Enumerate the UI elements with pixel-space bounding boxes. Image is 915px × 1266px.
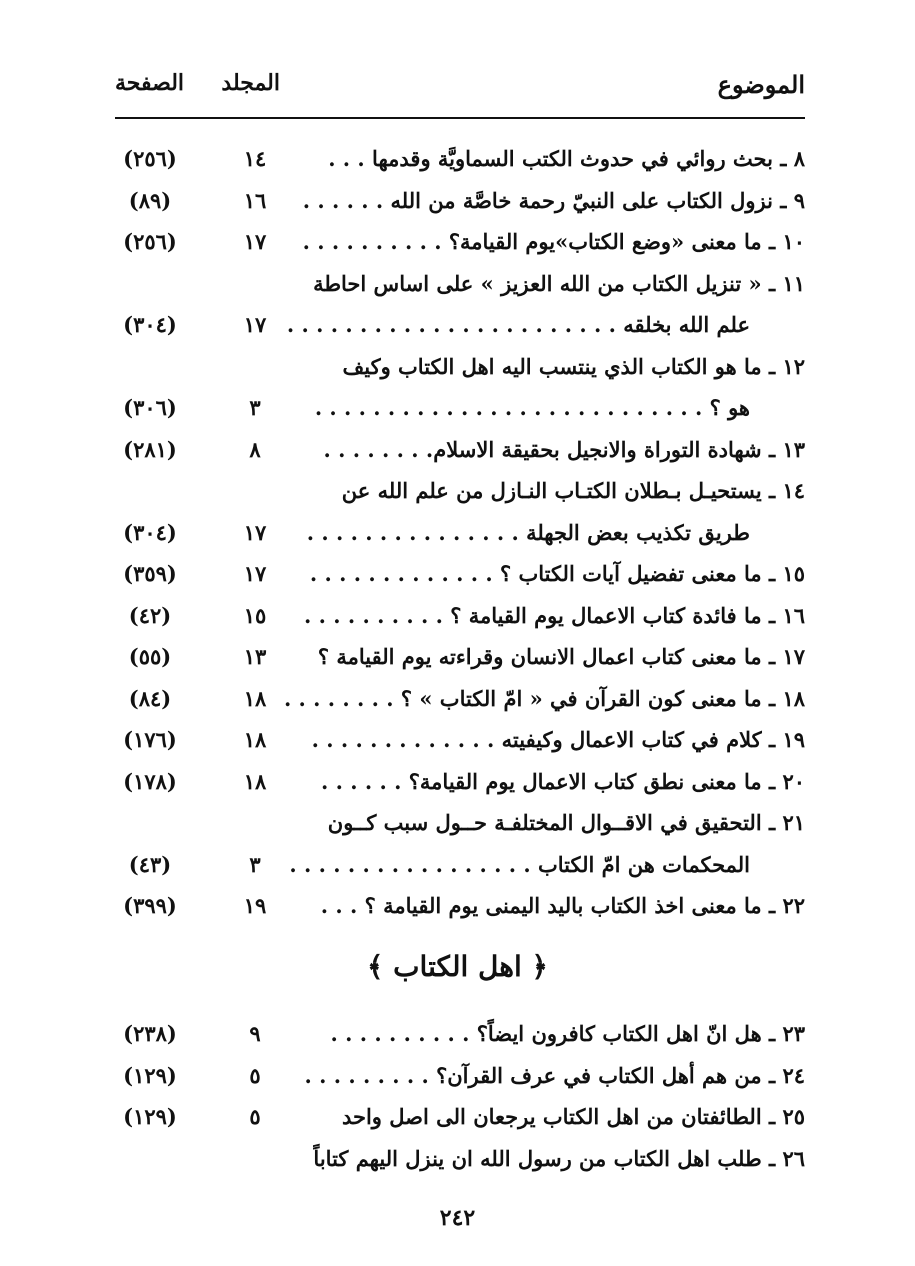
entry-page: (١٢٩): [123, 1062, 177, 1088]
table-row: [115, 640, 805, 680]
entry-page: (٣٠٤): [123, 519, 177, 545]
entry-topic: ٢٤ ـ من هم أهل الكتاب في عرف القرآن؟ . . . . . . . . .: [304, 1062, 805, 1088]
entry-page: (٢٨١): [123, 436, 177, 462]
table-row: [115, 1059, 805, 1099]
entry-volume: ١٧: [243, 312, 267, 337]
table-row: [115, 1017, 805, 1057]
entry-topic: علم الله بخلقه . . . . . . . . . . . . . . . . . . . . . . .: [286, 312, 750, 337]
entry-page: (٣٠٤): [123, 312, 177, 337]
entry-page: (٨٩): [128, 187, 172, 213]
entry-page: (٢٥٦): [123, 146, 177, 171]
entry-page: (٤٣): [128, 851, 172, 877]
entry-topic: طريق تكذيب بعض الجهلة . . . . . . . . . . . . . . .: [306, 519, 750, 545]
table-row: [115, 889, 805, 929]
table-row: [115, 225, 805, 265]
section-title: ﴿ اهل الكتاب ﴾: [367, 950, 548, 983]
entry-topic: المحكمات هن امّ الكتاب . . . . . . . . . . . . . . . . .: [289, 851, 750, 877]
table-row: [115, 142, 805, 182]
entry-topic: ٢٠ ـ ما معنى نطق كتاب الاعمال يوم القيامة؟ . . . . . .: [321, 768, 805, 794]
entry-volume: ١٦: [243, 187, 267, 213]
entry-topic: ٢٣ ـ هل انّ اهل الكتاب كافرون ايضاً؟ . . . . . . . . . .: [330, 1021, 805, 1046]
entry-page: (٥٥): [128, 644, 172, 669]
entry-volume: ٩: [249, 1021, 261, 1046]
table-row: [115, 391, 805, 431]
entry-topic: ١٧ ـ ما معنى كتاب اعمال الانسان وقراءته يوم القيامة ؟: [317, 644, 805, 669]
table-row: [115, 433, 805, 473]
table-row: [115, 1100, 805, 1140]
header-rule: [115, 117, 805, 119]
table-row: [115, 350, 805, 390]
entry-volume: ١٧: [243, 561, 267, 586]
entry-topic: ٢٥ ـ الطائفتان من اهل الكتاب يرجعان الى اصل واحد: [341, 1104, 805, 1129]
entry-volume: ٨: [249, 436, 261, 462]
table-row: [115, 1142, 805, 1182]
entry-volume: ٥: [249, 1104, 261, 1129]
entry-topic: ١٥ ـ ما معنى تفضيل آيات الكتاب ؟ . . . . . . . . . . . . .: [309, 561, 805, 586]
entry-volume: ١٧: [243, 519, 267, 545]
table-row: [115, 516, 805, 556]
table-row: [115, 184, 805, 224]
table-row: [115, 557, 805, 597]
entry-volume: ٣: [249, 851, 261, 877]
entry-topic: ١٤ ـ يستحيـل بـطلان الكتـاب النـازل من علم الله عن: [341, 478, 805, 503]
entry-volume: ١٤: [243, 146, 267, 171]
table-row: [115, 765, 805, 805]
entry-page: (١٢٩): [123, 1104, 177, 1129]
entry-topic: ١٣ ـ شهادة التوراة والانجيل بحقيقة الاسلام. . . . . . . .: [323, 436, 805, 462]
entry-page: (٣٩٩): [123, 893, 177, 918]
entry-volume: ١٣: [243, 644, 267, 669]
table-row: [115, 848, 805, 888]
entry-topic: ٢٦ ـ طلب اهل الكتاب من رسول الله ان ينزل اليهم كتاباً: [313, 1145, 805, 1171]
entry-volume: ١٧: [243, 229, 267, 254]
entry-topic: ٩ ـ نزول الكتاب على النبيّ رحمة خاصَّة من الله . . . . . .: [302, 187, 805, 213]
table-row: [115, 723, 805, 763]
entry-page: (١٧٨): [123, 768, 177, 794]
table-row: [115, 267, 805, 307]
entry-topic: ١٢ ـ ما هو الكتاب الذي ينتسب اليه اهل الكتاب وكيف: [342, 353, 805, 379]
header-volume: المجلد: [221, 70, 280, 96]
entry-topic: ١١ ـ « تنزيل الكتاب من الله العزيز » على اساس احاطة: [313, 270, 805, 296]
entry-topic: ٢١ ـ التحقيق في الاقــوال المختلفـة حــول سبب كــون: [327, 810, 805, 835]
table-row: [115, 682, 805, 722]
entry-topic: ١٠ ـ ما معنى «وضع الكتاب»يوم القيامة؟ . . . . . . . . . .: [302, 229, 805, 254]
entry-page: (٣٥٩): [123, 561, 177, 586]
table-row: [115, 474, 805, 514]
header-topic: الموضوع: [717, 70, 805, 99]
entry-volume: ١٥: [243, 602, 267, 628]
entry-page: (٣٠٦): [123, 395, 177, 420]
entry-page: (٢٥٦): [123, 229, 177, 254]
entry-volume: ١٨: [243, 685, 267, 711]
entry-volume: ٣: [249, 395, 261, 420]
entry-topic: ١٩ ـ كلام في كتاب الاعمال وكيفيته . . . . . . . . . . . . .: [311, 727, 805, 752]
entry-topic: ٢٢ ـ ما معنى اخذ الكتاب باليد اليمنى يوم القيامة ؟ . . .: [320, 893, 805, 918]
table-row: [115, 806, 805, 846]
table-header: [115, 70, 805, 114]
entry-volume: ٥: [249, 1062, 261, 1088]
table-row: [115, 599, 805, 639]
header-page: الصفحة: [115, 70, 185, 96]
entry-topic: ١٦ ـ ما فائدة كتاب الاعمال يوم القيامة ؟ . . . . . . . . . .: [304, 602, 805, 628]
entry-page: (١٧٦): [123, 727, 177, 752]
entry-volume: ١٩: [243, 893, 267, 918]
entry-volume: ١٨: [243, 727, 267, 752]
entry-topic: ٨ ـ بحث روائي في حدوث الكتب السماويَّة وقدمها . . .: [328, 146, 805, 171]
table-row: [115, 308, 805, 348]
entry-volume: ١٨: [243, 768, 267, 794]
entry-topic: هو ؟ . . . . . . . . . . . . . . . . . . . . . . . . . . .: [314, 395, 750, 420]
entry-page: (٨٤): [128, 685, 172, 711]
page-number: ٢٤٢: [439, 1205, 476, 1231]
entry-page: (٢٣٨): [123, 1021, 177, 1046]
entry-topic: ١٨ ـ ما معنى كون القرآن في « امّ الكتاب » ؟ . . . . . . . .: [283, 685, 805, 711]
entry-page: (٤٢): [128, 602, 172, 628]
